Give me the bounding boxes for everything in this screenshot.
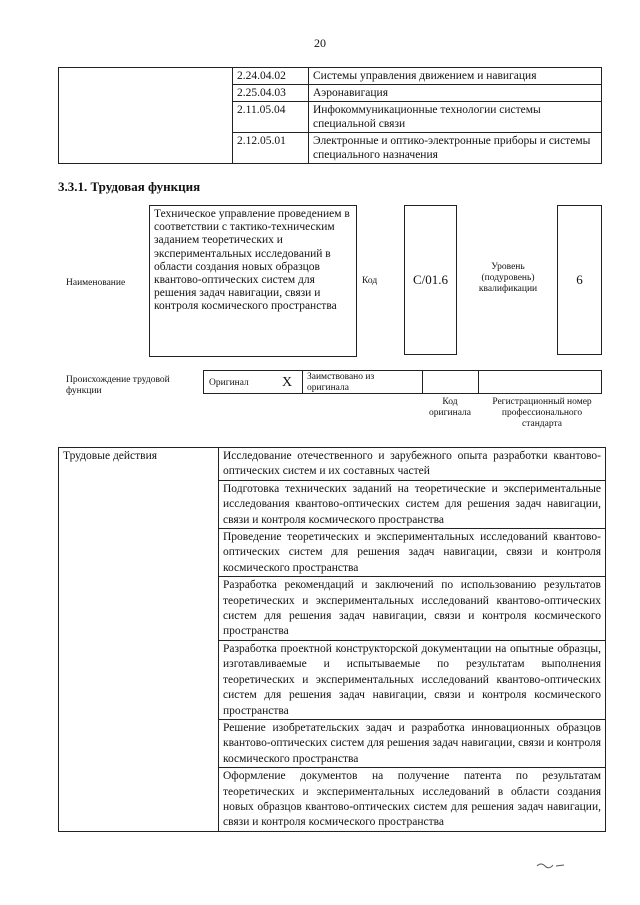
function-code: С/01.6 (412, 272, 449, 287)
specialty-code: 2.24.04.02 (233, 68, 309, 85)
specialties-table (58, 67, 602, 164)
table-row (59, 68, 602, 85)
code-original-label: Код оригинала (429, 397, 471, 418)
code-original-cell (422, 370, 479, 394)
labor-action-item: Разработка проектной конструкторской документации на опытные образцы, изготавливаемые и испытываемые по результатам выполнения теоретических и экспериментальных исследований квантово-оптических систем для решения задач навигации, связи и контроля космического пространства (219, 640, 606, 719)
reg-number-cell (478, 370, 602, 394)
section-title: 3.3.1. Трудовая функция (58, 179, 201, 194)
labor-actions-table (58, 447, 606, 832)
specialty-name: Инфокоммуникационные технологии системы специальной связи (309, 102, 602, 133)
signature-mark (536, 860, 566, 870)
specialty-code: 2.11.05.04 (233, 102, 309, 133)
code-label: Код (362, 276, 378, 286)
original-cell (203, 370, 303, 394)
borrowed-cell (302, 370, 423, 394)
original-mark: X (282, 375, 293, 390)
name-label: Наименование (66, 278, 126, 288)
table-row (59, 448, 606, 481)
specialty-code: 2.25.04.03 (233, 85, 309, 102)
function-code-box (404, 205, 457, 355)
labor-action-item: Оформление документов на получение патента по результатам теоретических и экспериментальных исследований в области создания новых образцов квантово-оптических систем для решения задач навигации, связи и контроля космического пространства (219, 768, 606, 832)
specialty-name: Системы управления движением и навигация (309, 68, 602, 85)
level-value: 6 (576, 272, 583, 287)
labor-action-item: Подготовка технических заданий на теоретические и экспериментальные исследования квантово-оптических систем для решения задач навигации, связи и контроля космического пространства (219, 480, 606, 528)
borrowed-label: Заимствовано из оригинала (307, 372, 375, 393)
labor-action-item: Проведение теоретических и экспериментальных исследований квантово-оптических систем для решения задач навигации, связи и контроля космического пространства (219, 529, 606, 577)
level-label: Уровень (подуровень) квалификации (478, 262, 538, 294)
labor-action-item: Решение изобретательских задач и разработка инновационных образцов квантово-оптических систем для решения задач навигации, связи и контроля космического пространства (219, 719, 606, 767)
function-name-box: Техническое управление проведением в соответствии с тактико-техническим заданием теоретических и экспериментальных исследований в области создания новых образцов квантово-оптических систем для решения задач навигации, связи и контроля космического пространства (149, 205, 357, 357)
origin-label: Происхождение трудовой функции (66, 375, 170, 396)
specialty-code: 2.12.05.01 (233, 133, 309, 164)
labor-action-item: Исследование отечественного и зарубежного опыта разработки квантово-оптических систем и их составных частей (219, 448, 606, 481)
specialty-name: Аэронавигация (309, 85, 602, 102)
empty-cell (59, 68, 233, 164)
page-number: 20 (314, 36, 326, 50)
original-label: Оригинал (209, 378, 249, 388)
reg-number-label: Регистрационный номер профессионального стандарта (492, 397, 592, 429)
labor-actions-label: Трудовые действия (59, 448, 219, 832)
specialty-name: Электронные и оптико-электронные приборы и системы специального назначения (309, 133, 602, 164)
labor-action-item: Разработка рекомендаций и заключений по использованию результатов теоретических и экспериментальных исследований квантово-оптических систем для решения задач навигации, связи и контроля космического пространства (219, 577, 606, 641)
level-box (557, 205, 602, 355)
